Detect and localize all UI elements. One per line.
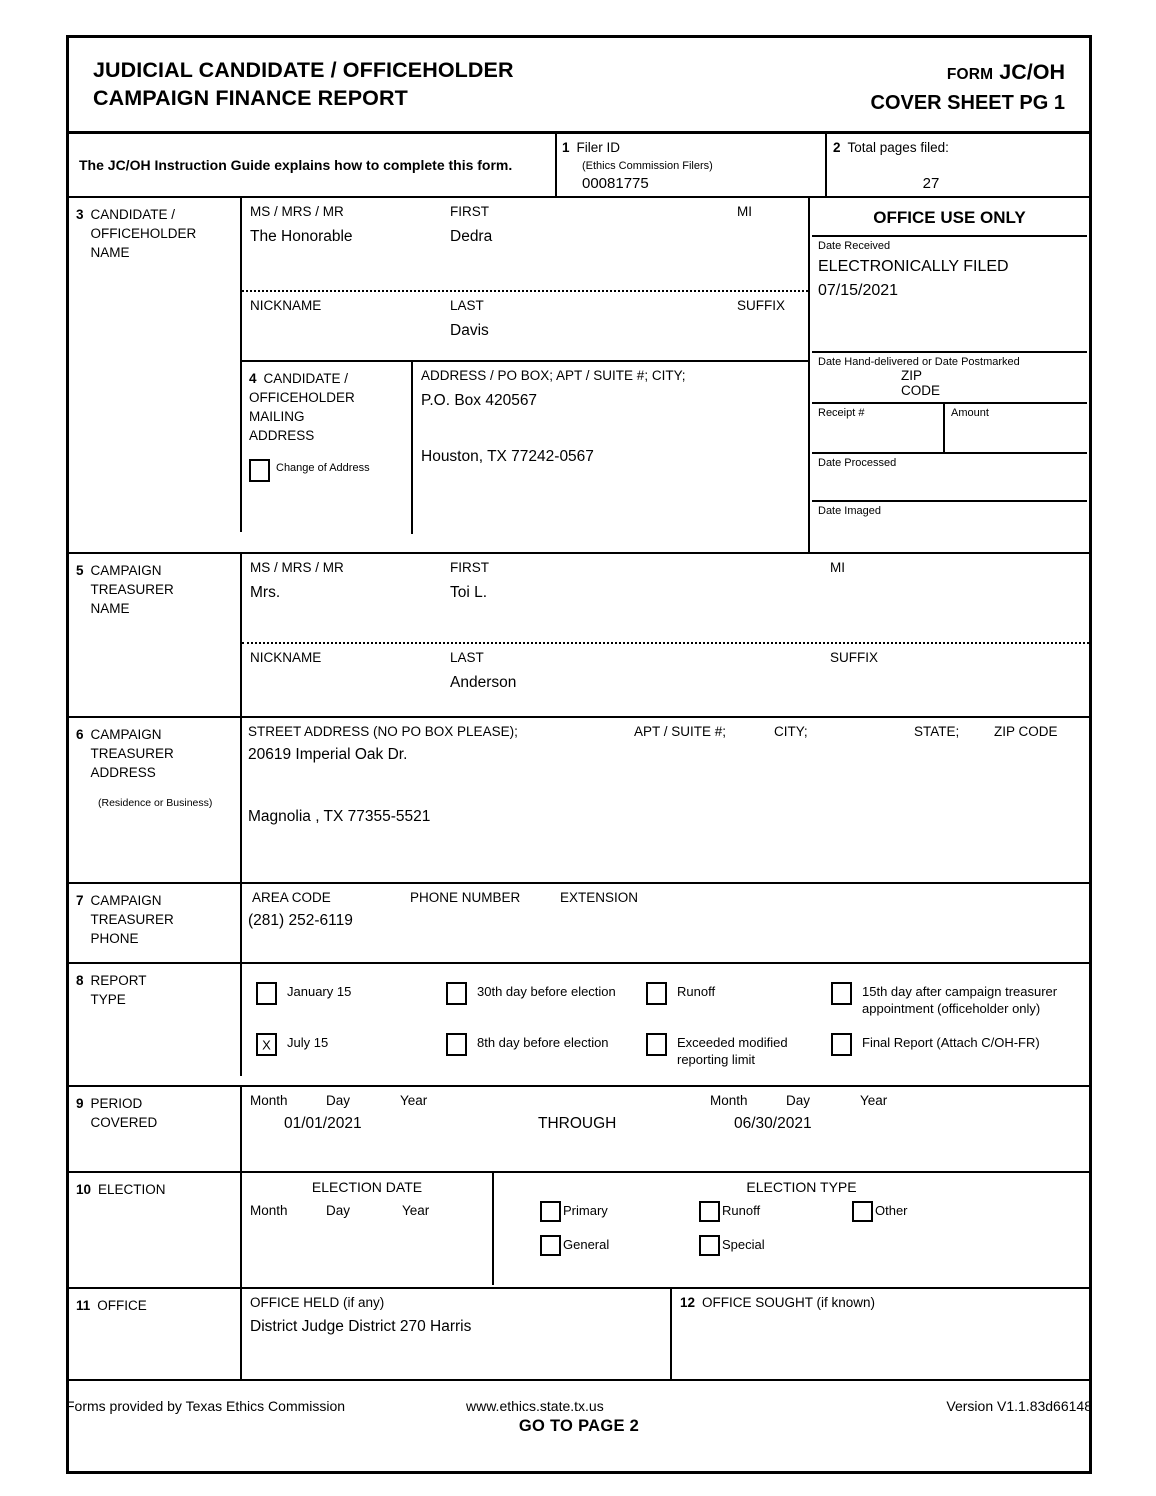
date-received-value-2: 07/15/2021 xyxy=(818,281,899,299)
treasurer-name-upper xyxy=(242,554,1089,642)
treasurer-suffix-header: SUFFIX xyxy=(830,649,879,665)
area-code-header: AREA CODE xyxy=(252,889,331,905)
phone-number-header: PHONE NUMBER xyxy=(410,889,521,905)
treasurer-name-number: 5 xyxy=(76,562,84,578)
candidate-name-row xyxy=(69,196,1089,552)
candidate-first-value[interactable]: Dedra xyxy=(450,227,493,245)
filer-id-label: Filer ID xyxy=(576,139,621,155)
report-type-number: 8 xyxy=(76,972,84,988)
form-label: FORM xyxy=(946,66,994,83)
period-covered-label: PERIOD COVERED xyxy=(90,1096,158,1131)
report-type-option-final-report[interactable] xyxy=(831,1033,1081,1069)
report-type-option-exceeded-limit[interactable] xyxy=(646,1033,831,1069)
candidate-mi-header: MI xyxy=(737,203,752,219)
filer-id-sublabel: (Ethics Commission Filers) xyxy=(582,159,713,172)
report-type-option-january-15[interactable] xyxy=(256,982,446,1018)
date-received-box xyxy=(812,237,1087,353)
period-covered-fields xyxy=(242,1087,1089,1171)
office-sought-cell xyxy=(672,1289,1089,1379)
office-use-only-title: OFFICE USE ONLY xyxy=(812,200,1087,237)
treasurer-address-line-1[interactable]: 20619 Imperial Oak Dr. xyxy=(248,745,408,763)
treasurer-title-value[interactable]: Mrs. xyxy=(250,583,281,601)
office-row xyxy=(69,1287,1089,1379)
receipt-label: Receipt # xyxy=(818,406,865,419)
checkbox-15th-day-after-appointment[interactable] xyxy=(831,982,852,1005)
election-type-label-general: General xyxy=(563,1237,610,1253)
treasurer-phone-label: CAMPAIGN TREASURER PHONE xyxy=(90,892,174,946)
treasurer-name-fields xyxy=(242,554,1089,716)
election-type-option-primary[interactable] xyxy=(540,1201,608,1222)
checkbox-8th-day-before-election[interactable] xyxy=(446,1033,467,1056)
election-type-cell xyxy=(494,1173,1089,1287)
treasurer-address-row xyxy=(69,716,1089,882)
office-held-value[interactable]: District Judge District 270 Harris xyxy=(250,1318,472,1336)
total-pages-field xyxy=(827,134,1089,196)
report-type-label-final-report: Final Report (Attach C/OH-FR) xyxy=(862,1035,1040,1051)
election-label-cell xyxy=(69,1173,242,1287)
total-pages-value[interactable]: 27 xyxy=(922,174,940,192)
candidate-name-lower xyxy=(242,292,808,360)
footer-right-text: Version V1.1.83d66148 xyxy=(946,1398,1092,1414)
period-from-value[interactable]: 01/01/2021 xyxy=(284,1115,362,1133)
election-type-label-primary: Primary xyxy=(563,1203,608,1219)
candidate-name-upper xyxy=(242,198,808,290)
election-row xyxy=(69,1171,1089,1287)
treasurer-address-line-2[interactable]: Magnolia , TX 77355-5521 xyxy=(248,807,431,825)
election-date-month-header: Month xyxy=(250,1203,288,1219)
report-type-options xyxy=(242,964,1089,1086)
form-header xyxy=(69,38,1089,134)
election-type-option-special[interactable] xyxy=(699,1235,765,1256)
election-type-label-runoff: Runoff xyxy=(722,1203,761,1219)
checkbox-30th-day-before-election[interactable] xyxy=(446,982,467,1005)
receipt-amount-box xyxy=(812,404,1087,454)
period-covered-number: 9 xyxy=(76,1096,84,1112)
office-label-cell xyxy=(69,1289,242,1379)
treasurer-phone-fields xyxy=(242,884,1089,962)
candidate-nickname-header: NICKNAME xyxy=(250,297,322,313)
change-of-address-option[interactable] xyxy=(249,459,405,482)
office-number: 11 xyxy=(76,1298,91,1314)
date-imaged-box xyxy=(812,502,1087,552)
mailing-address-number: 4 xyxy=(249,370,257,386)
election-type-option-general[interactable] xyxy=(540,1235,609,1256)
election-date-cell xyxy=(242,1173,494,1285)
instruction-row xyxy=(69,134,1089,196)
checkbox-january-15[interactable] xyxy=(256,982,277,1005)
treasurer-last-value[interactable]: Anderson xyxy=(450,673,517,691)
period-to-year-header: Year xyxy=(860,1093,888,1109)
period-to-day-header: Day xyxy=(786,1093,811,1109)
treasurer-city-header: CITY; xyxy=(774,723,808,739)
date-received-label: Date Received xyxy=(818,239,891,252)
report-type-label-july-15: July 15 xyxy=(287,1035,329,1051)
period-from-month-header: Month xyxy=(250,1093,288,1109)
mailing-address-line-1[interactable]: P.O. Box 420567 xyxy=(421,391,538,409)
checkbox-exceeded-modified-limit[interactable] xyxy=(646,1033,667,1056)
treasurer-street-header: STREET ADDRESS (NO PO BOX PLEASE); xyxy=(248,723,518,739)
report-type-option-8th-day[interactable] xyxy=(446,1033,646,1069)
treasurer-phone-value[interactable]: (281) 252-6119 xyxy=(248,911,353,929)
treasurer-first-value[interactable]: Toi L. xyxy=(450,583,488,601)
period-covered-label-cell xyxy=(69,1087,242,1171)
election-date-year-header: Year xyxy=(402,1203,430,1219)
form-frame xyxy=(66,35,1092,1474)
checkbox-final-report[interactable] xyxy=(831,1033,852,1056)
candidate-suffix-header: SUFFIX xyxy=(737,297,786,313)
candidate-name-label: CANDIDATE / OFFICEHOLDER NAME xyxy=(90,206,197,260)
page-footer xyxy=(66,1398,1092,1414)
treasurer-name-lower xyxy=(242,644,1089,716)
report-type-label-15th-day: 15th day after campaign treasurer appointment (officeholder only) xyxy=(862,983,1058,1016)
goto-page-row xyxy=(69,1379,1089,1471)
report-type-option-15th-day[interactable] xyxy=(831,982,1081,1018)
candidate-last-value[interactable]: Davis xyxy=(450,321,489,339)
office-sought-header xyxy=(680,1295,1089,1310)
election-type-label-other: Other xyxy=(875,1203,908,1219)
period-from-year-header: Year xyxy=(400,1093,428,1109)
candidate-first-header: FIRST xyxy=(450,203,489,219)
total-pages-number: 2 xyxy=(833,139,841,155)
treasurer-address-label: CAMPAIGN TREASURER ADDRESS xyxy=(90,726,174,780)
period-from-day-header: Day xyxy=(326,1093,351,1109)
candidate-title-header: MS / MRS / MR xyxy=(250,203,344,219)
date-hand-delivered-label: Date Hand-delivered or Date Postmarked xyxy=(818,355,1020,368)
election-label: ELECTION xyxy=(98,1182,166,1198)
extension-header: EXTENSION xyxy=(560,889,639,905)
office-use-only-column xyxy=(810,198,1089,552)
date-imaged-label: Date Imaged xyxy=(818,504,881,517)
filer-id-header xyxy=(562,139,825,157)
election-number: 10 xyxy=(76,1182,92,1198)
candidate-name-number: 3 xyxy=(76,206,84,222)
treasurer-first-header: FIRST xyxy=(450,559,489,575)
receipt-cell xyxy=(812,404,945,452)
cover-sheet-label: COVER SHEET PG 1 xyxy=(870,91,1065,114)
election-type-option-runoff[interactable] xyxy=(699,1201,760,1222)
date-received-value-1: ELECTRONICALLY FILED xyxy=(818,257,1009,275)
treasurer-last-header: LAST xyxy=(450,649,484,665)
form-code-block xyxy=(871,56,1066,115)
footer-center-text: www.ethics.state.tx.us xyxy=(466,1398,604,1414)
report-type-label-january-15: January 15 xyxy=(287,983,352,999)
treasurer-name-label: CAMPAIGN TREASURER NAME xyxy=(90,562,174,616)
office-held-cell xyxy=(242,1289,672,1379)
treasurer-address-label-cell xyxy=(69,718,242,882)
office-sought-label: OFFICE SOUGHT (if known) xyxy=(702,1295,876,1311)
checkbox-july-15-mark: X xyxy=(262,1037,271,1053)
amount-label: Amount xyxy=(951,406,989,419)
checkbox-july-15[interactable] xyxy=(256,1033,277,1056)
report-type-label-30th-day: 30th day before election xyxy=(477,983,616,999)
report-type-label-cell xyxy=(69,964,242,1076)
form-title-line-1: JUDICIAL CANDIDATE / OFFICEHOLDER xyxy=(93,58,514,82)
report-type-label-8th-day: 8th day before election xyxy=(477,1035,609,1051)
instruction-guide-note: The JC/OH Instruction Guide explains how to complete this form. xyxy=(69,134,557,196)
treasurer-name-row xyxy=(69,552,1089,716)
date-processed-box xyxy=(812,454,1087,502)
mailing-address-label: CANDIDATE / OFFICEHOLDER MAILING ADDRESS xyxy=(249,370,355,444)
total-pages-label: Total pages filed: xyxy=(847,139,949,155)
report-type-option-30th-day[interactable] xyxy=(446,982,646,1018)
treasurer-phone-row xyxy=(69,882,1089,962)
form-title-line-2: CAMPAIGN FINANCE REPORT xyxy=(93,86,408,111)
checkbox-runoff[interactable] xyxy=(646,982,667,1005)
treasurer-mi-header: MI xyxy=(830,559,845,575)
office-label: OFFICE xyxy=(97,1298,147,1314)
change-of-address-checkbox[interactable] xyxy=(249,459,270,482)
total-pages-header xyxy=(833,139,1089,157)
filer-id-field xyxy=(557,134,827,196)
change-of-address-label: Change of Address xyxy=(276,462,370,475)
election-type-option-other[interactable] xyxy=(852,1201,908,1222)
treasurer-title-header: MS / MRS / MR xyxy=(250,559,344,575)
report-type-label-exceeded-limit: Exceeded modified reporting limit xyxy=(677,1035,788,1068)
office-held-label: OFFICE HELD (if any) xyxy=(250,1295,385,1311)
checkbox-general[interactable] xyxy=(540,1235,561,1256)
mailing-address-label-cell xyxy=(242,362,413,534)
form-code: JC/OH xyxy=(999,60,1065,84)
candidate-title-value[interactable]: The Honorable xyxy=(250,227,353,245)
election-date-title: ELECTION DATE xyxy=(311,1179,423,1196)
treasurer-phone-label-cell xyxy=(69,884,242,962)
mailing-address-zip-header: ZIP CODE xyxy=(901,367,941,398)
mailing-address-line-2[interactable]: Houston, TX 77242-0567 xyxy=(421,447,594,465)
form-title-block xyxy=(93,56,514,113)
treasurer-address-fields xyxy=(242,718,1089,882)
mailing-address-header: ADDRESS / PO BOX; APT / SUITE #; CITY; xyxy=(421,367,686,383)
filer-id-value[interactable]: 00081775 xyxy=(582,174,649,192)
election-date-day-header: Day xyxy=(326,1203,351,1219)
goto-page-text: GO TO PAGE 2 xyxy=(518,1416,640,1435)
treasurer-zip-header: ZIP CODE xyxy=(994,723,1058,739)
checkbox-primary[interactable] xyxy=(540,1201,561,1222)
period-to-month-header: Month xyxy=(710,1093,748,1109)
election-type-label-special: Special xyxy=(722,1237,765,1253)
treasurer-state-header: STATE; xyxy=(914,723,960,739)
report-type-row xyxy=(69,962,1089,1086)
period-to-value[interactable]: 06/30/2021 xyxy=(734,1115,812,1133)
candidate-name-label-cell xyxy=(69,198,242,532)
checkbox-other[interactable] xyxy=(852,1201,873,1222)
period-through-label: THROUGH xyxy=(538,1115,617,1133)
form-code-row xyxy=(871,58,1066,88)
treasurer-nickname-header: NICKNAME xyxy=(250,649,322,665)
report-type-grid xyxy=(256,982,1081,1070)
report-type-label: REPORT TYPE xyxy=(90,972,147,1007)
treasurer-apt-header: APT / SUITE #; xyxy=(634,723,727,739)
treasurer-phone-number: 7 xyxy=(76,892,84,908)
treasurer-address-number: 6 xyxy=(76,726,84,742)
election-type-title: ELECTION TYPE xyxy=(746,1179,857,1196)
candidate-last-header: LAST xyxy=(450,297,484,313)
checkbox-election-runoff[interactable] xyxy=(699,1201,720,1222)
filer-id-number: 1 xyxy=(562,139,570,155)
date-hand-delivered-box xyxy=(812,353,1087,404)
period-covered-row xyxy=(69,1085,1089,1171)
report-type-option-july-15[interactable] xyxy=(256,1033,446,1069)
report-type-label-runoff: Runoff xyxy=(677,983,716,999)
amount-cell xyxy=(945,404,1087,452)
checkbox-special[interactable] xyxy=(699,1235,720,1256)
office-sought-number: 12 xyxy=(680,1295,696,1311)
treasurer-address-sub-note: (Residence or Business) xyxy=(98,797,213,810)
footer-left-text: Forms provided by Texas Ethics Commission xyxy=(66,1398,346,1414)
date-processed-label: Date Processed xyxy=(818,456,897,469)
report-type-option-runoff[interactable] xyxy=(646,982,831,1018)
treasurer-name-label-cell xyxy=(69,554,242,716)
